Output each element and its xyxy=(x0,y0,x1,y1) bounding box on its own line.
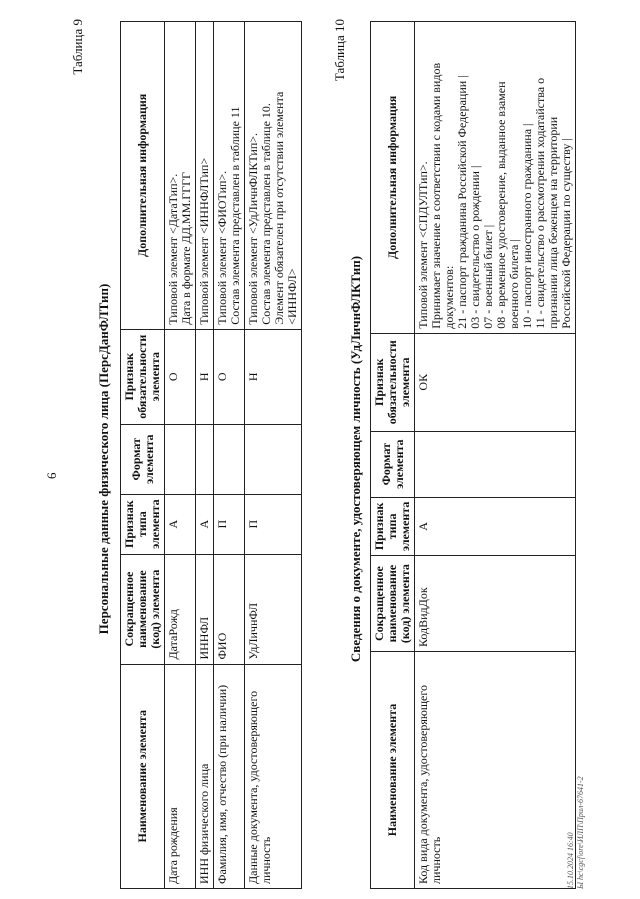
info-line: Состав элемента представлен в таблице 10. xyxy=(259,103,273,325)
table10-header-format: Формат элемента xyxy=(371,431,415,497)
element-required: ОК xyxy=(415,333,576,431)
element-name: Код вида документа, удостоверяющего личность xyxy=(415,652,576,889)
element-required: Н xyxy=(196,329,214,424)
page-number: 6 xyxy=(44,472,59,479)
table10-header-required: Признак обязательности элемента xyxy=(371,333,415,431)
table9-caption: Персональные данные физического лица (ПерсДанФЛТип) xyxy=(96,283,111,635)
element-type: А xyxy=(415,497,576,555)
info-line: Элемент обязателен при отсутствии элемента xyxy=(272,91,286,325)
element-format xyxy=(196,424,214,494)
table-row xyxy=(214,22,245,889)
table10-header-row xyxy=(371,22,415,889)
element-info xyxy=(214,22,245,330)
table-row xyxy=(196,22,214,889)
info-line: Дата в формате ДД.ММ.ГГГГ xyxy=(179,172,193,325)
element-name: Данные документа, удостоверяющего личность xyxy=(245,664,302,888)
element-info xyxy=(245,22,302,330)
table9 xyxy=(120,21,302,889)
info-line: военного билета | xyxy=(507,239,521,329)
table9-header-required: Признак обязательности элемента xyxy=(121,329,165,424)
element-code: КодВидДок xyxy=(415,556,576,652)
info-line: 07 - военный билет | xyxy=(481,224,495,329)
table10-label: Таблица 10 xyxy=(332,19,347,82)
info-line: Типовой элемент <УдЛичнФЛКТип>. xyxy=(246,132,260,325)
element-info xyxy=(165,22,196,330)
element-type: П xyxy=(214,494,245,554)
element-info xyxy=(196,22,214,330)
footer-line: Ы hc\cgcf\ore\ИЛП\Прил-67641-2 xyxy=(576,776,585,889)
table9-header-info: Дополнительная информация xyxy=(121,22,165,330)
element-code: ФИО xyxy=(214,554,245,664)
table10-header-type: Признак типа элемента xyxy=(371,497,415,555)
element-code: УдЛичнФЛ xyxy=(245,554,302,664)
table-row xyxy=(415,22,576,889)
element-info xyxy=(415,22,576,334)
table9-header-type: Признак типа элемента xyxy=(121,494,165,554)
element-type: А xyxy=(196,494,214,554)
element-type: А xyxy=(165,494,196,554)
table9-header-code: Сокращенное наименование (код) элемента xyxy=(121,554,165,664)
element-required: О xyxy=(165,329,196,424)
info-line: Принимает значение в соответствии с кодами видов xyxy=(429,62,443,329)
table-row xyxy=(165,22,196,889)
table10 xyxy=(370,21,576,889)
info-line: Состав элемента представлен в таблице 11 xyxy=(228,106,242,325)
table-row xyxy=(245,22,302,889)
info-line: Типовой элемент <ДатаТип>. xyxy=(166,173,180,325)
element-format xyxy=(165,424,196,494)
footer-line: 15.10.2024 16:40 xyxy=(566,832,575,889)
table10-header-code: Сокращенное наименование (код) элемента xyxy=(371,556,415,652)
table9-header-name: Наименование элемента xyxy=(121,664,165,888)
info-line: <ИННФЛ> xyxy=(285,268,299,325)
table10-caption: Сведения о документе, удостоверяющем личность (УдЛичнФЛКТип) xyxy=(348,255,363,663)
element-code: ИННФЛ xyxy=(196,554,214,664)
element-format xyxy=(415,431,576,497)
info-line: Российской Федерации по существу | xyxy=(559,138,573,329)
element-required: О xyxy=(214,329,245,424)
info-line: документов: xyxy=(442,265,456,329)
element-name: ИНН физического лица xyxy=(196,664,214,888)
info-line: Типовой элемент <СПДУЛТип>. xyxy=(416,161,430,329)
info-line: 21 - паспорт гражданина Российской Федерации | xyxy=(455,75,469,329)
info-line: 11 - свидетельство о рассмотрении ходатайства о xyxy=(533,77,547,329)
element-type: П xyxy=(245,494,302,554)
info-line: Типовой элемент <ИННФЛТип> xyxy=(197,157,211,325)
table9-header-row xyxy=(121,22,165,889)
element-format xyxy=(214,424,245,494)
element-format xyxy=(245,424,302,494)
info-line: 10 - паспорт иностранного гражданина | xyxy=(520,123,534,329)
info-line: признании лица беженцем на территории xyxy=(546,116,560,329)
info-line: 03 - свидетельство о рождении | xyxy=(468,165,482,329)
info-line: 08 - временное удостоверение, выданное взамен xyxy=(494,81,508,329)
table10-header-name: Наименование элемента xyxy=(371,652,415,889)
element-name: Фамилия, имя, отчество (при наличии) xyxy=(214,664,245,888)
table10-header-info: Дополнительная информация xyxy=(371,22,415,334)
element-required: Н xyxy=(245,329,302,424)
table9-header-format: Формат элемента xyxy=(121,424,165,494)
element-name: Дата рождения xyxy=(165,664,196,888)
footer-stamp xyxy=(566,776,586,889)
table9-label: Таблица 9 xyxy=(70,19,85,75)
element-code: ДатаРожд xyxy=(165,554,196,664)
info-line: Типовой элемент <ФИОТип>. xyxy=(215,170,229,325)
